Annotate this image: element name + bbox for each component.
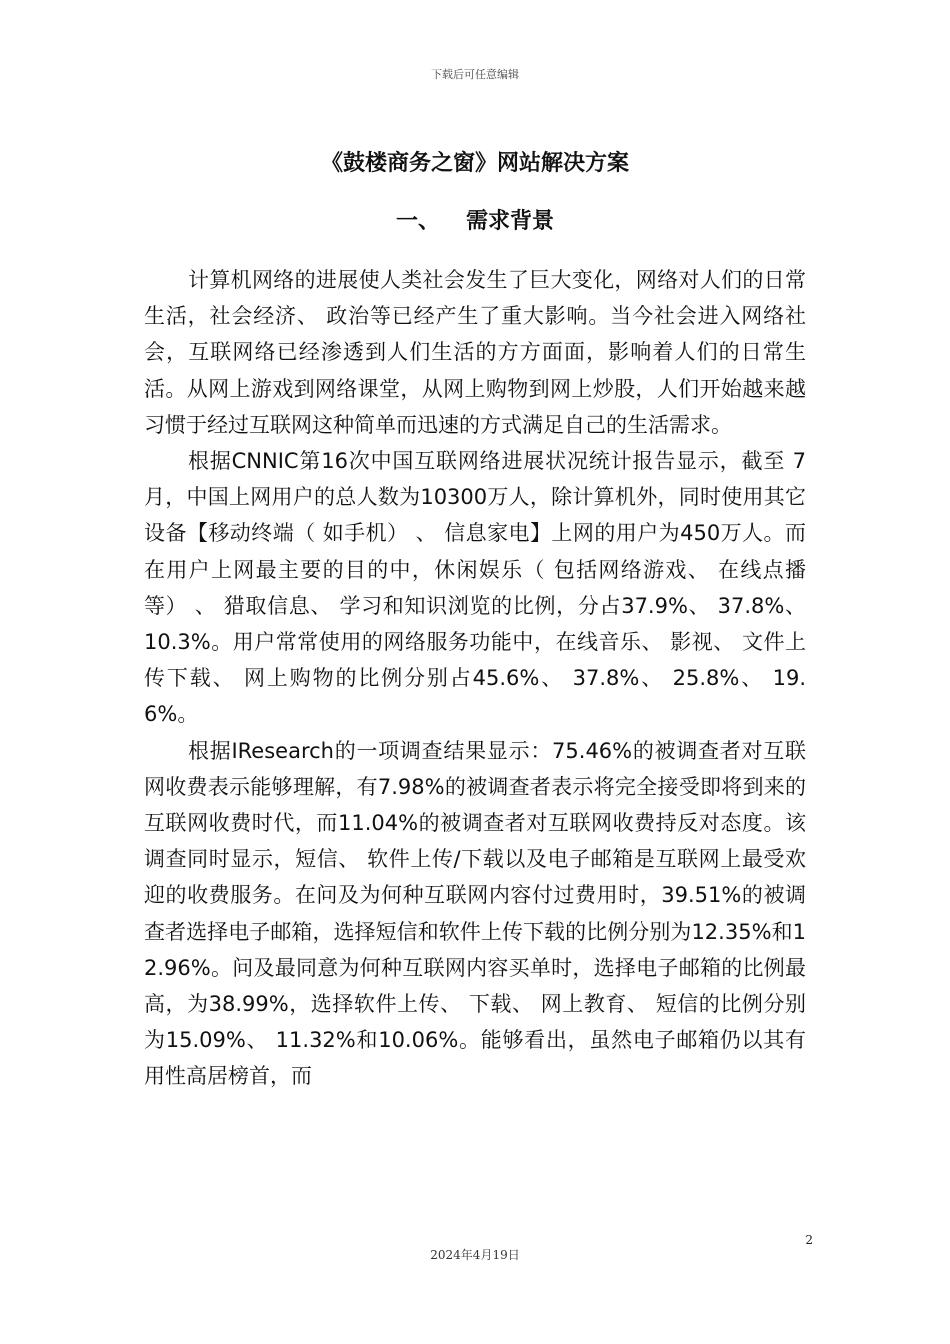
paragraph: 计算机网络的进展使人类社会发生了巨大变化，网络对人们的日常生活，社会经济、 政治等已经产生了重大影响。当今社会进入网络社会，互联网络已经渗透到人们生活的方方面面，影响着人们的日常生活。从网上游戏到网络课堂，从网上购物到网上炒股，人们开始越来越习惯于经过互联网这种简单而迅速的方式满足自己的生活需求。 [144, 268, 806, 437]
paragraph: 根据IResearch的一项调查结果显示：75.46%的被调查者对互联网收费表示能够理解，有7.98%的被调查者表示将完全接受即将到来的互联网收费时代，而11.04%的被调查者对互联网收费持反对态度。该调查同时显示，短信、 软件上传/下载以及电子邮箱是互联网上最受欢迎的收费服务。在问及为何种互联网内容付过费用时，39.51%的被调查者选择电子邮箱，选择短信和软件上传下载的比例分别为12.35%和12.96%。问及最同意为何种互联网内容买单时，选择电子邮箱的比例最高，为38.99%，选择软件上传、 下载、 网上教育、 短信的比例分别为15.09%、 11.32%和10.06%。能够看出，虽然电子邮箱仍以其有用性高居榜首，而 [144, 738, 806, 1089]
section-title: 需求背景 [466, 209, 555, 234]
paragraph: 根据CNNIC第16次中国互联网络进展状况统计报告显示，截至 7月，中国上网用户的总人数为10300万人，除计算机外，同时使用其它设备【移动终端（ 如手机） 、 信息家电】上网的用户为450万人。而在用户上网最主要的目的中，休闲娱乐（ 包括网络游戏、 在线点播等） 、 猎取信息、 学习和知识浏览的比例，分占37.9%、 37.8%、 10.3%。用户常常使用的网络服务功能中，在线音乐、 影视、 文件上传下载、 网上购物的比例分别占45.6%、 37.8%、 25.8%、 19.6%。 [144, 449, 806, 727]
header-note: 下载后可任意编辑 [431, 68, 519, 81]
section-number: 一、 [395, 209, 440, 234]
section-heading [0, 204, 950, 235]
body-text [144, 262, 806, 1095]
document-title: 《鼓楼商务之窗》网站解决方案 [320, 151, 629, 176]
page-number: 2 [805, 1233, 813, 1247]
footer-date: 2024年4月19日 [430, 1248, 520, 1262]
